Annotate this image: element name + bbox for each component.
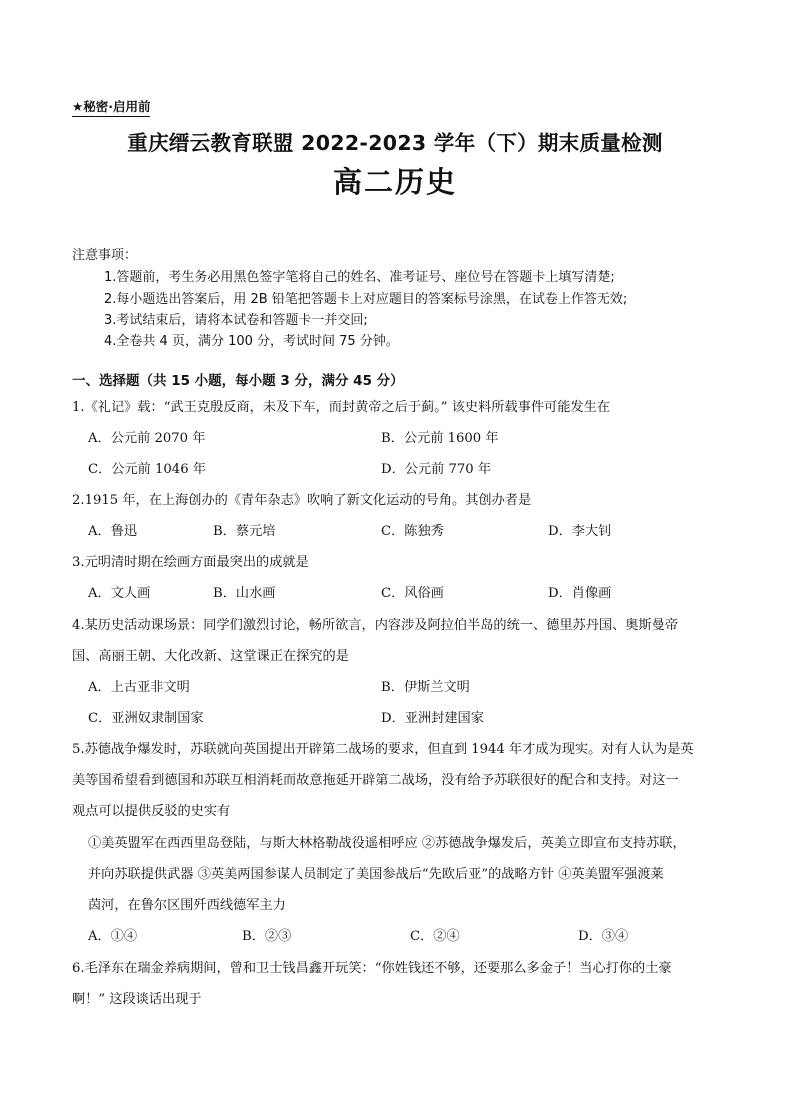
q5-option-d: D．③④ bbox=[578, 929, 629, 944]
q2-option-b: B．蔡元培 bbox=[213, 524, 276, 539]
q5-option-a: A．①④ bbox=[88, 929, 138, 944]
q4-option-c: C．亚洲奴隶制国家 bbox=[88, 711, 204, 726]
q2-option-c: C．陈独秀 bbox=[381, 524, 444, 539]
q5-material-line: 茵河，在鲁尔区围歼西线德军主力 bbox=[88, 898, 286, 913]
question-4-stem: 4.某历史活动课场景：同学们激烈讨论，畅所欲言，内容涉及阿拉伯半岛的统一、德里苏丹国、奥斯曼帝 bbox=[72, 618, 679, 633]
question-2-stem: 2.1915 年，在上海创办的《青年杂志》吹响了新文化运动的号角。其创办者是 bbox=[72, 493, 532, 508]
question-6-stem: 6.毛泽东在瑞金养病期间，曾和卫士钱昌鑫开玩笑：“你姓钱还不够，还要那么多金子！当心打你的土豪 bbox=[72, 961, 672, 976]
note-item: 4.全卷共 4 页，满分 100 分，考试时间 75 分钟。 bbox=[104, 334, 399, 349]
q5-option-c: C．②④ bbox=[410, 929, 460, 944]
question-5-stem-cont: 观点可以提供反驳的史实有 bbox=[72, 804, 231, 819]
q3-option-c: C．风俗画 bbox=[381, 586, 444, 601]
q1-option-d: D．公元前 770 年 bbox=[381, 462, 492, 477]
question-4-stem-cont: 国、高丽王朝、大化改新、这堂课正在探究的是 bbox=[72, 649, 349, 664]
q3-option-a: A．文人画 bbox=[88, 586, 151, 601]
question-5-stem: 5.苏德战争爆发时，苏联就向英国提出开辟第二战场的要求，但直到 1944 年才成为现实。对有人认为是英 bbox=[72, 742, 694, 757]
q4-option-d: D．亚洲封建国家 bbox=[381, 711, 484, 726]
notes-heading: 注意事项： bbox=[72, 248, 138, 263]
q4-option-a: A．上古亚非文明 bbox=[88, 680, 190, 695]
q3-option-b: B．山水画 bbox=[213, 586, 276, 601]
note-item: 1.答题前，考生务必用黑色签字笔将自己的姓名、准考证号、座位号在答题卡上填写清楚; bbox=[104, 270, 615, 285]
question-5-stem-cont: 美等国希望看到德国和苏联互相消耗而故意拖延开辟第二战场，没有给予苏联很好的配合和支持。对这一 bbox=[72, 773, 679, 788]
q4-option-b: B．伊斯兰文明 bbox=[381, 680, 470, 695]
confidential-label: ★秘密·启用前 bbox=[72, 97, 150, 117]
q2-option-d: D．李大钊 bbox=[548, 524, 612, 539]
question-3-stem: 3.元明清时期在绘画方面最突出的成就是 bbox=[72, 555, 309, 570]
q1-option-c: C．公元前 1046 年 bbox=[88, 462, 206, 477]
q5-option-b: B．②③ bbox=[242, 929, 292, 944]
q5-material-line: ①美英盟军在西西里岛登陆，与斯大林格勒战役遥相呼应 ②苏德战争爆发后，英美立即宣布支持苏联， bbox=[88, 836, 686, 851]
note-item: 3.考试结束后，请将本试卷和答题卡一并交回; bbox=[104, 313, 368, 328]
note-item: 2.每小题选出答案后，用 2B 铅笔把答题卡上对应题目的答案标号涂黑，在试卷上作答无效; bbox=[104, 292, 628, 307]
q2-option-a: A．鲁迅 bbox=[88, 524, 138, 539]
q3-option-d: D．肖像画 bbox=[548, 586, 612, 601]
question-1-stem: 1.《礼记》载：“武王克殷反商，未及下车，而封黄帝之后于蓟。” 该史料所载事件可能发生在 bbox=[72, 400, 610, 415]
q1-option-a: A．公元前 2070 年 bbox=[88, 431, 206, 446]
question-6-stem-cont: 啊！” 这段谈话出现于 bbox=[72, 992, 202, 1007]
q5-material-line: 并向苏联提供武器 ③英美两国参谋人员制定了美国参战后“先欧后亚”的战略方针 ④英美盟军强渡莱 bbox=[88, 867, 664, 882]
exam-title: 重庆缙云教育联盟 2022-2023 学年（下）期末质量检测 bbox=[127, 131, 663, 155]
section-heading: 一、选择题（共 15 小题，每小题 3 分，满分 45 分） bbox=[72, 373, 404, 389]
q1-option-b: B．公元前 1600 年 bbox=[381, 431, 499, 446]
subject-title: 高二历史 bbox=[332, 165, 457, 199]
